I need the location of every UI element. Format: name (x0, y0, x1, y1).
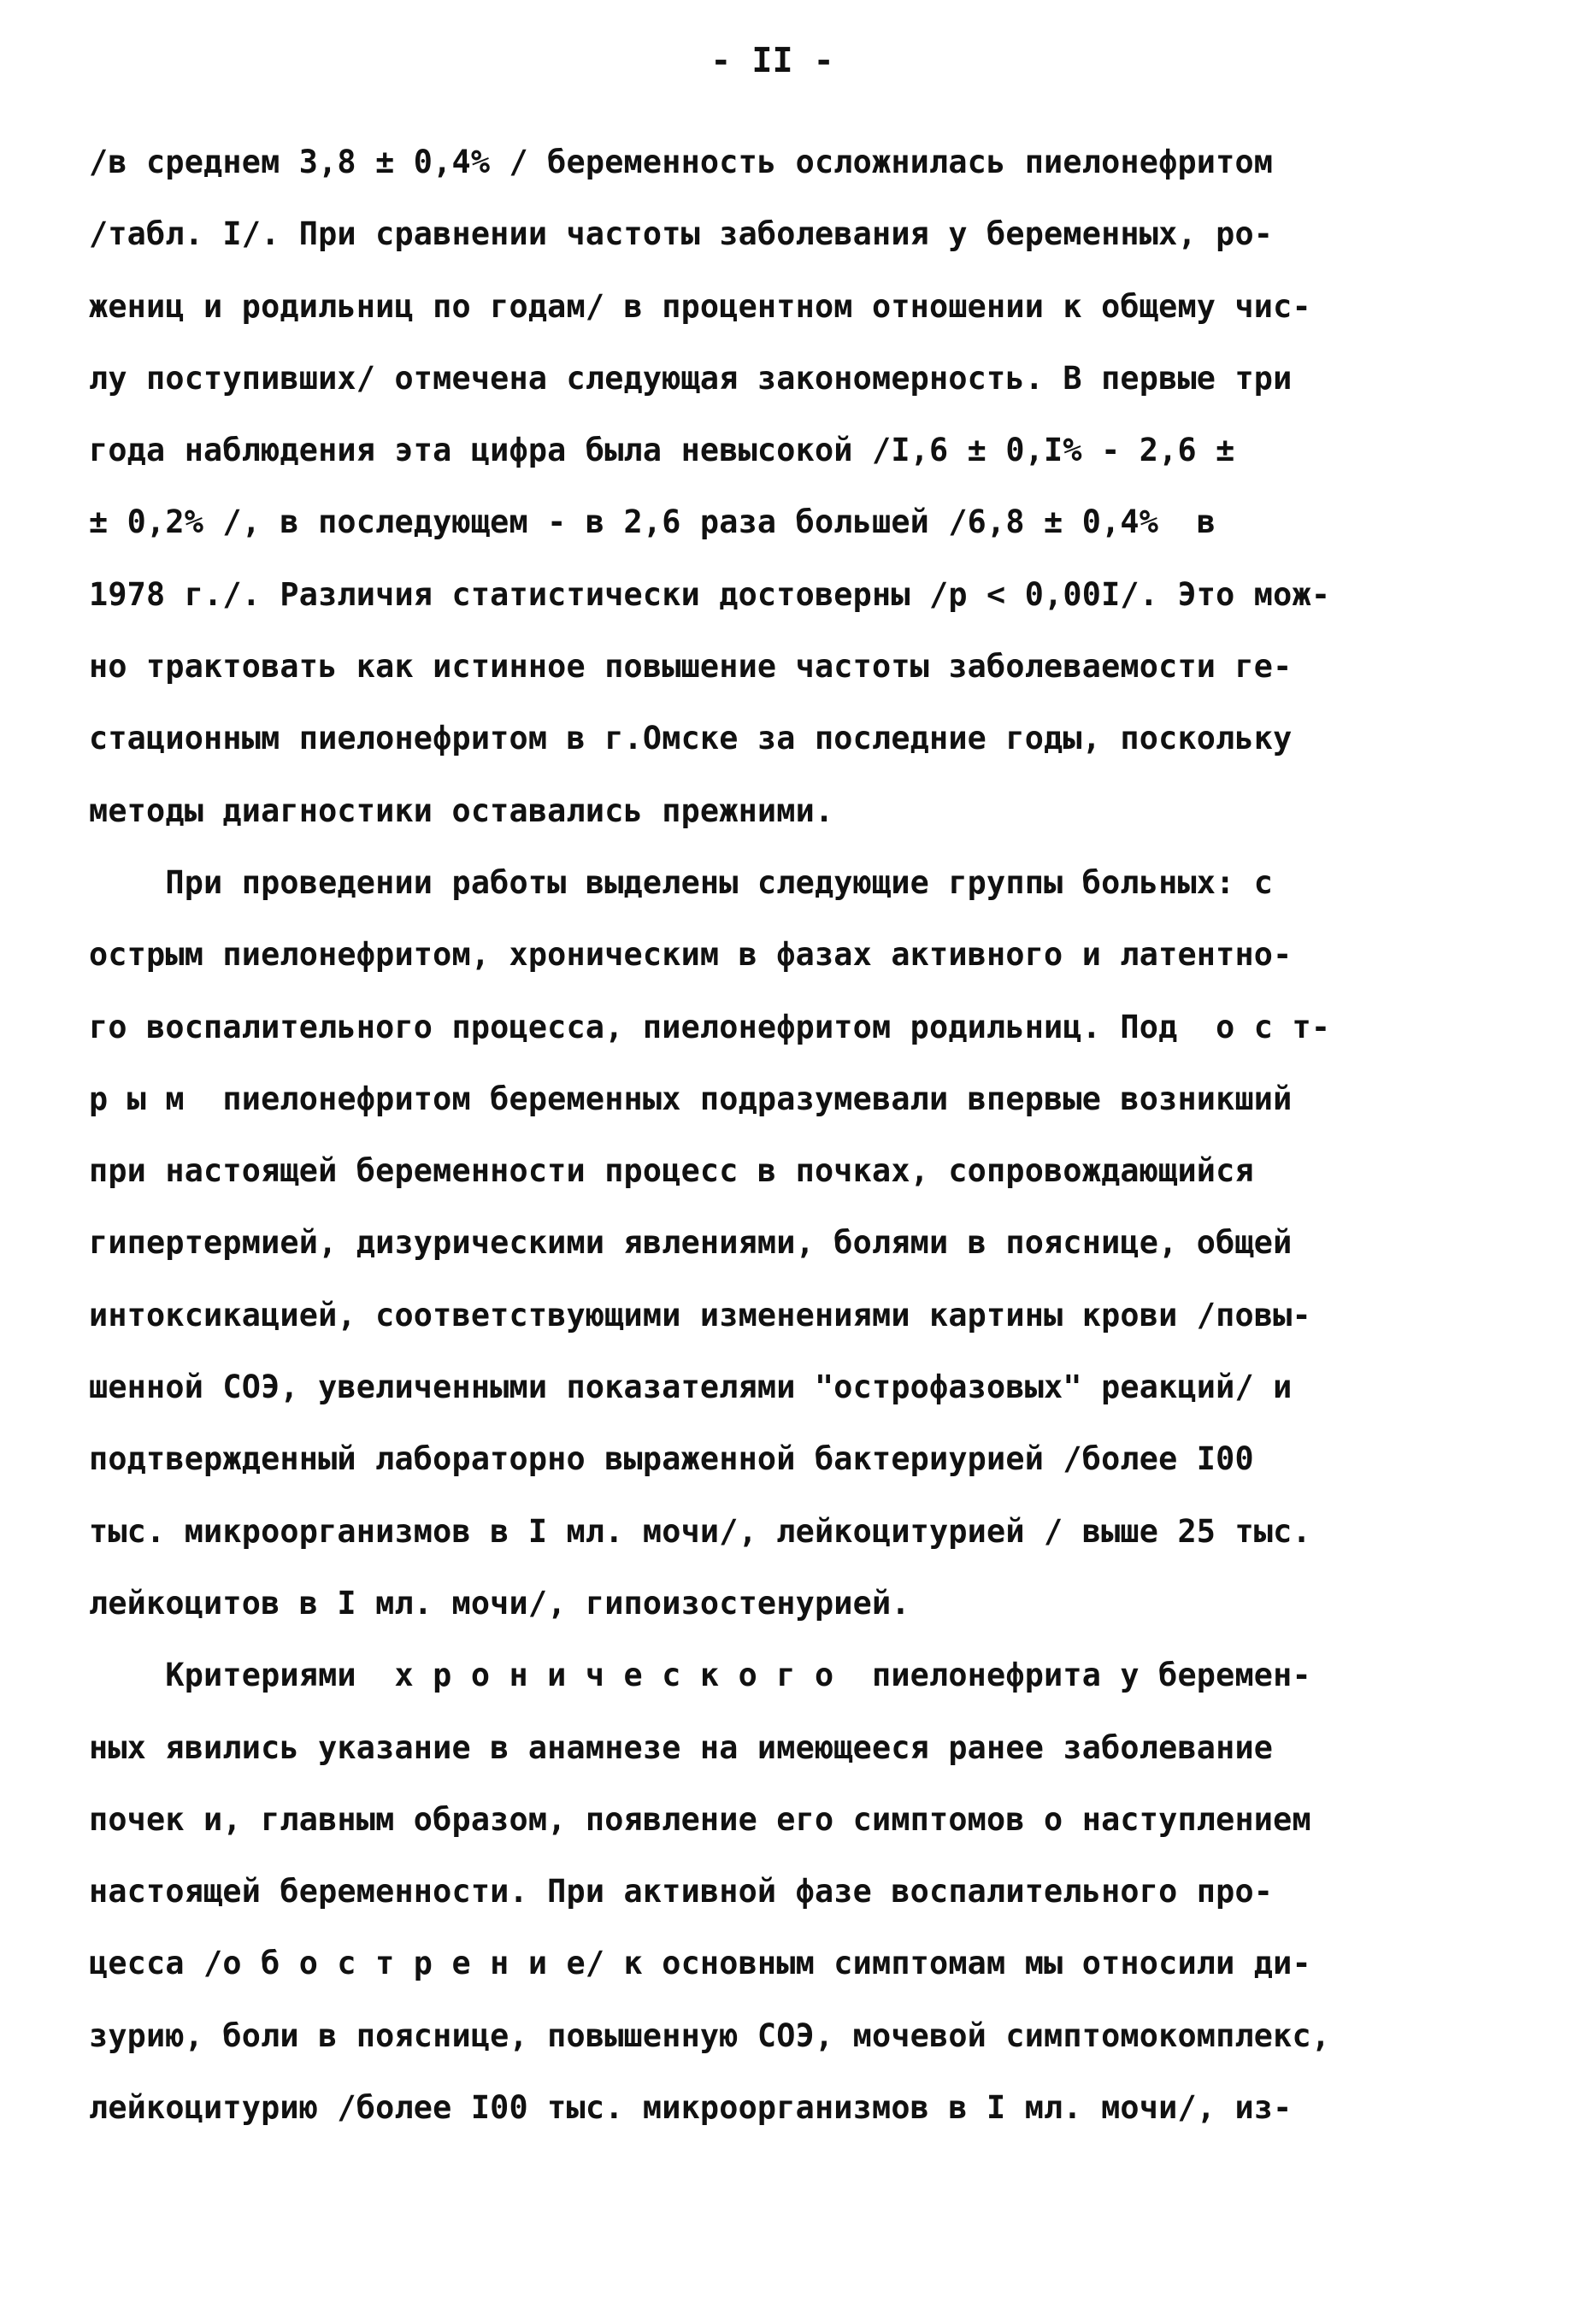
text-line: лу поступивших/ отмечена следующая закономерность. В первые три (89, 359, 1293, 397)
text-line: Критериями х р о н и ч е с к о г о пиелонефрита у беремен- (89, 1657, 1311, 1694)
text-line: зурию, боли в пояснице, повышенную СОЭ, мочевой симптомокомплекс, (89, 2017, 1331, 2054)
text-line: интоксикацией, соответствующими изменениями картины крови /повы- (89, 1296, 1311, 1334)
body-text (89, 127, 1525, 2144)
text-line: цесса /о б о с т р е н и е/ к основным симптомам мы относили ди- (89, 1945, 1311, 1982)
text-line: почек и, главным образом, появление его симптомов о наступлением (89, 1800, 1311, 1838)
text-line: методы диагностики оставались прежними. (89, 792, 834, 829)
text-line: года наблюдения эта цифра была невысокой /I,6 ± 0,I% - 2,6 ± (89, 432, 1235, 469)
text-line: гипертермией, дизурическими явлениями, болями в пояснице, общей (89, 1224, 1293, 1262)
text-line: шенной СОЭ, увеличенными показателями "острофазовых" реакций/ и (89, 1369, 1293, 1406)
text-line: /табл. I/. При сравнении частоты заболевания у беременных, ро- (89, 215, 1274, 253)
text-line: тыс. микроорганизмов в I мл. мочи/, лейкоцитурией / выше 25 тыс. (89, 1512, 1311, 1550)
text-line: /в среднем 3,8 ± 0,4% / беременность осложнилась пиелонефритом (89, 144, 1274, 180)
text-line: но трактовать как истинное повышение частоты заболеваемости ге- (89, 648, 1293, 686)
text-line: го воспалительного процесса, пиелонефритом родильниц. Под о с т- (89, 1008, 1331, 1045)
text-line: При проведении работы выделены следующие группы больных: с (89, 863, 1274, 901)
text-line: настоящей беременности. При активной фазе воспалительного про- (89, 1873, 1274, 1911)
text-line: р ы м пиелонефритом беременных подразумевали впервые возникший (89, 1080, 1293, 1117)
text-line: жениц и родильниц по годам/ в процентном отношении к общему чис- (89, 287, 1311, 325)
text-line: острым пиелонефритом, хроническим в фазах активного и латентно- (89, 936, 1293, 974)
text-line: лейкоцитурию /более I00 тыс. микроорганизмов в I мл. мочи/, из- (89, 2089, 1293, 2127)
text-line: 1978 г./. Различия статистически достоверны /р < 0,00I/. Это мож- (89, 575, 1331, 613)
text-line: лейкоцитов в I мл. мочи/, гипоизостенурией. (89, 1584, 910, 1622)
text-line: стационным пиелонефритом в г.Омске за последние годы, поскольку (89, 720, 1293, 757)
page-number: - II - (710, 41, 834, 80)
text-line: подтвержденный лабораторно выраженной бактериурией /более I00 (89, 1440, 1254, 1478)
text-line: ных явились указание в анамнезе на имеющееся ранее заболевание (89, 1728, 1274, 1766)
text-line: ± 0,2% /, в последующем - в 2,6 раза большей /6,8 ± 0,4% в (89, 503, 1216, 541)
text-line: при настоящей беременности процесс в почках, сопровождающийся (89, 1152, 1254, 1190)
